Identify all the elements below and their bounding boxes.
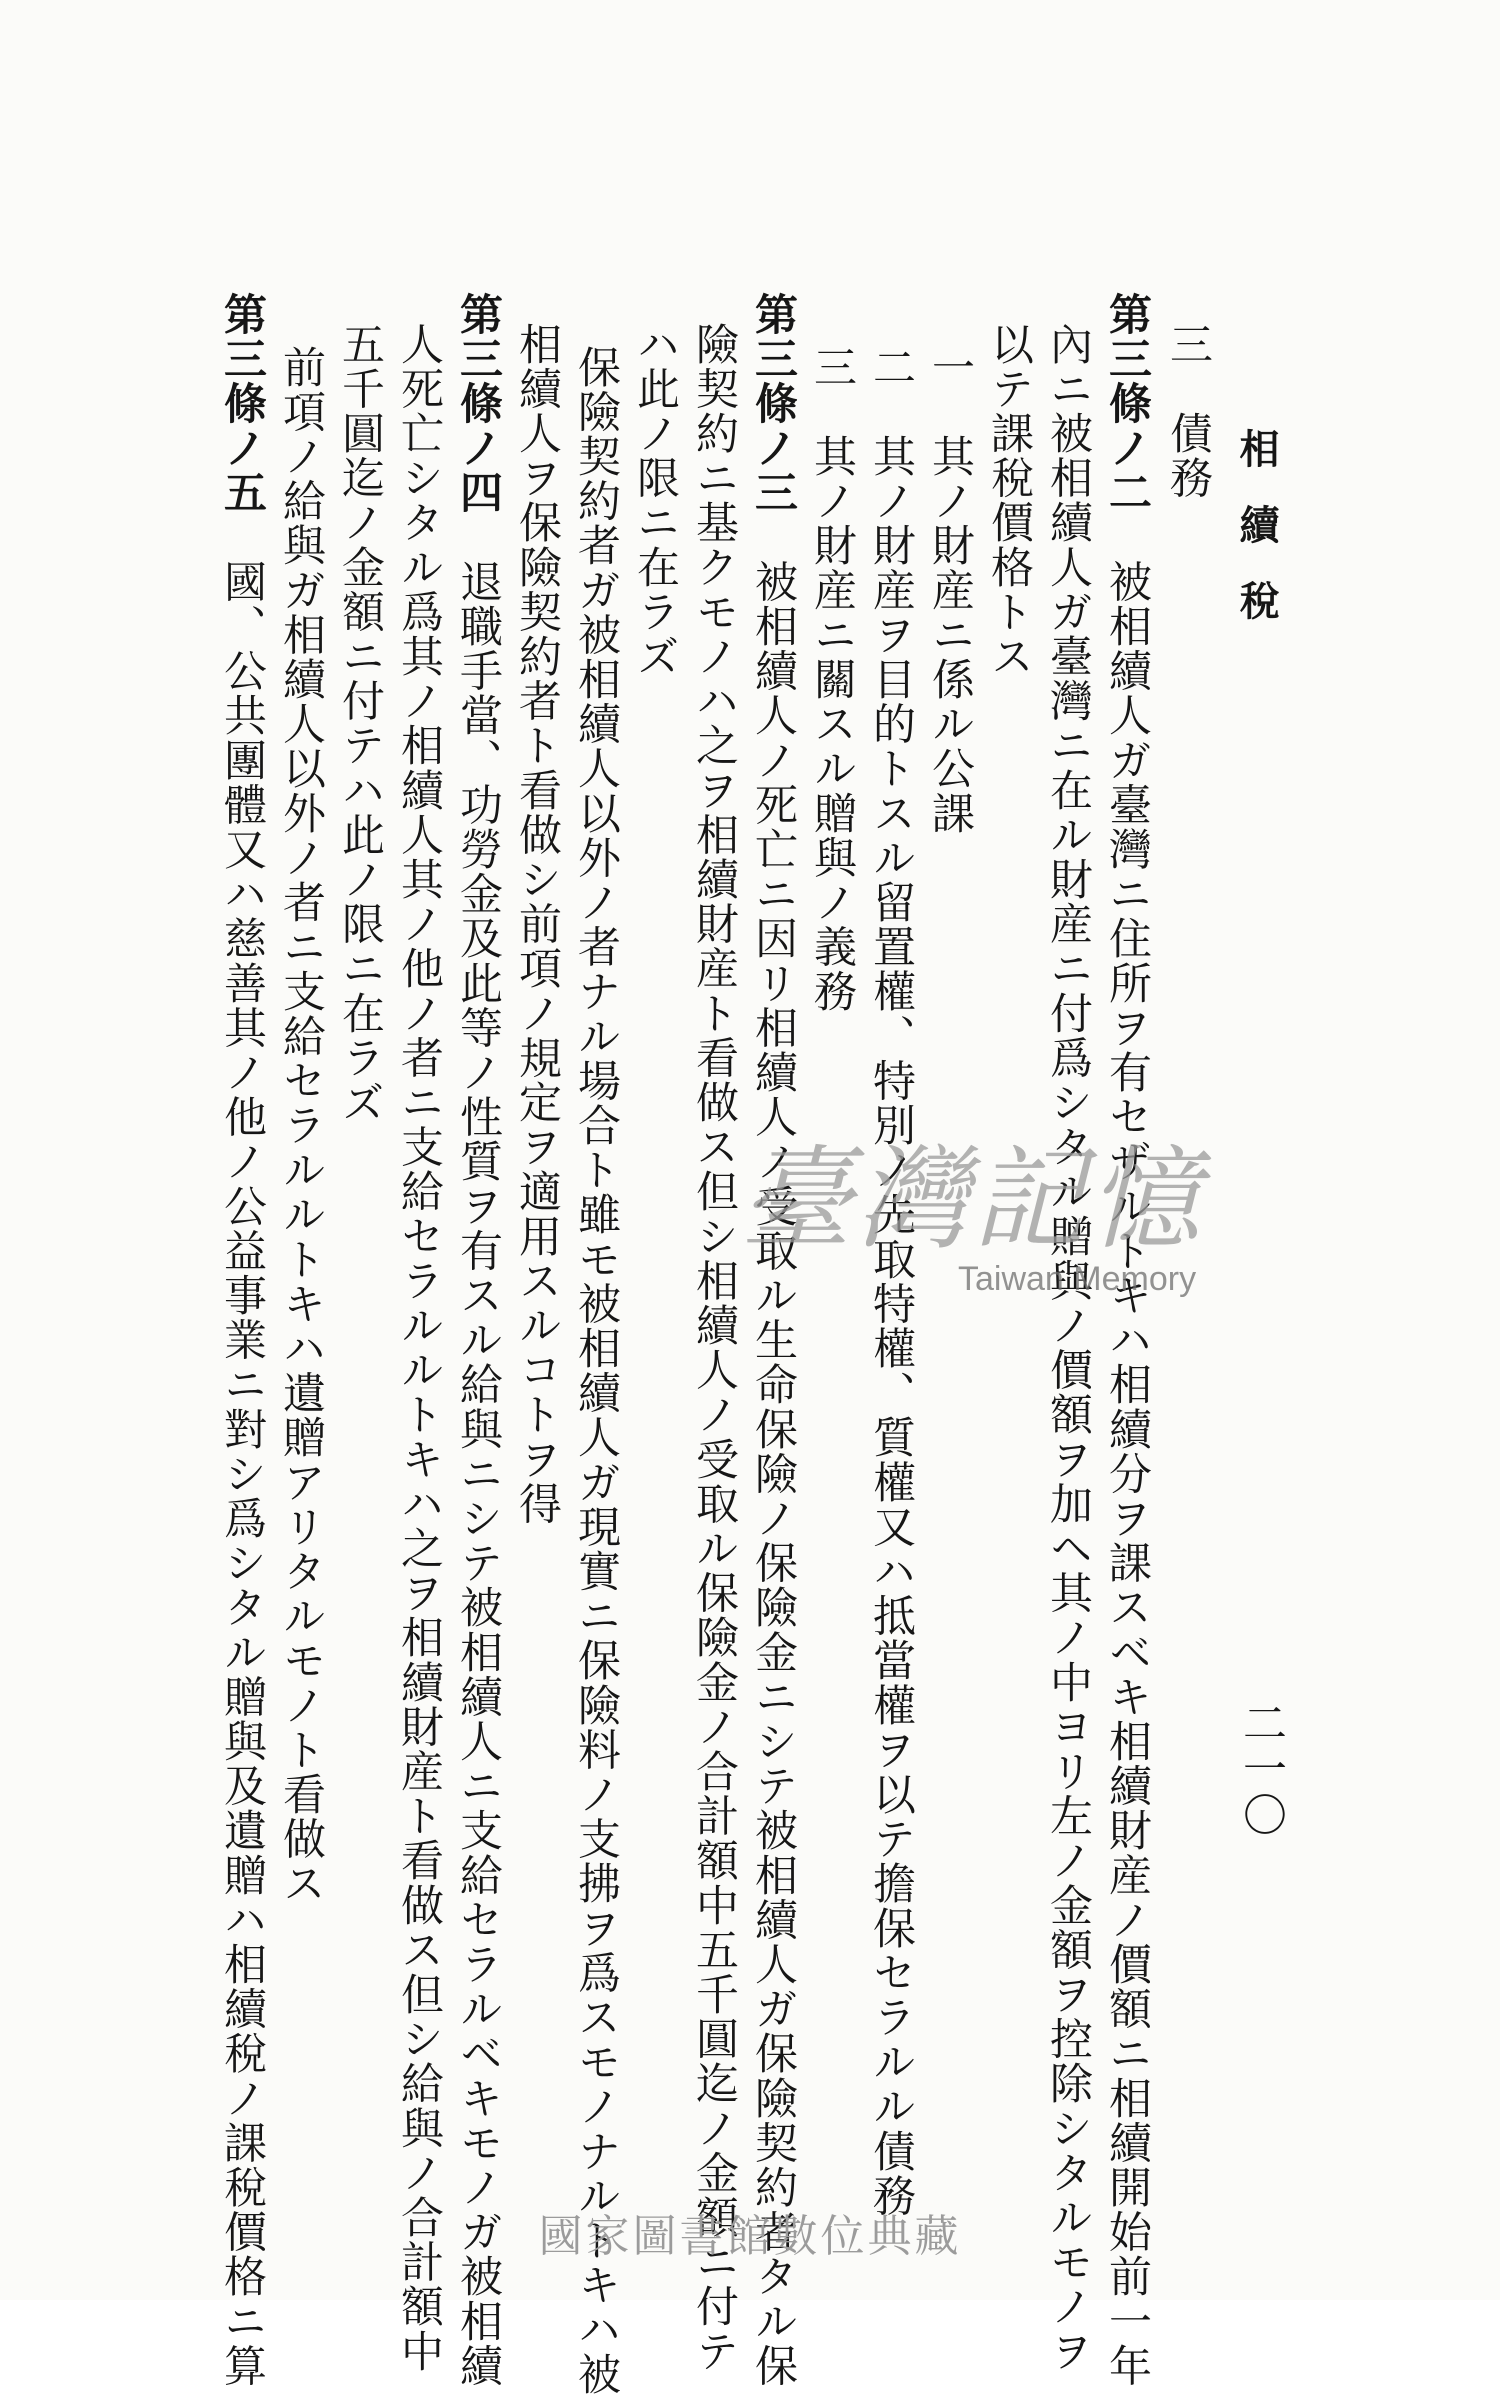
article-text: 被相續人ノ死亡ニ因リ相續人ノ受取ル生命保險ノ保險金ニシテ被相續人ガ保險契約者タル保 (748, 515, 798, 2389)
running-head: 相續稅 (1233, 428, 1280, 656)
text-column: 內ニ被相續人ガ臺灣ニ在ル財産ニ付爲シタル贈與ノ價額ヲ加ヘ其ノ中ヨリ左ノ金額ヲ控除シタルモノヲ (1043, 322, 1093, 2374)
article-heading: 第三條ノ二 (1102, 292, 1152, 515)
text-column: ハ此ノ限ニ在ラズ (630, 322, 680, 679)
text-column: 人死亡シタル爲其ノ相續人其ノ他ノ者ニ支給セラルルトキハ之ヲ相續財産ト看做ス但シ給與ノ合計額中 (394, 322, 444, 2374)
article-3-3 (748, 292, 798, 2389)
text-column: 險契約ニ基クモノハ之ヲ相續財産ト看做ス但シ相續人ノ受取ル保險金ノ合計額中五千圓迄ノ金額ニ付テ (689, 322, 739, 2374)
text-column: 以テ課稅價格トス (984, 322, 1034, 679)
article-3-5 (217, 292, 267, 2389)
page-number: 二一〇 (1235, 1700, 1286, 1838)
article-heading: 第三條ノ三 (748, 292, 798, 515)
article-text: 被相續人ガ臺灣ニ住所ヲ有セザルトキハ相續分ヲ課スベキ相續財産ノ價額ニ相續開始前一年 (1102, 515, 1152, 2389)
text-column: 五千圓迄ノ金額ニ付テハ此ノ限ニ在ラズ (335, 322, 385, 1125)
text-column: 三 債務 (1163, 322, 1213, 501)
list-item: 三 其ノ財産ニ關スル贈與ノ義務 (807, 345, 857, 1014)
text-column: 保險契約者ガ被相續人以外ノ者ナル場合ト雖モ被相續人ガ現實ニ保險料ノ支拂ヲ爲スモノナルトキハ被 (571, 345, 621, 2397)
article-text: 退職手當、功勞金及此等ノ性質ヲ有スル給與ニシテ被相續人ニ支給セラルベキモノガ被相續 (453, 515, 503, 2389)
article-heading: 第三條ノ五 (217, 292, 267, 515)
watermark-title: 臺灣記憶 (740, 1135, 1204, 1265)
article-3-4 (453, 292, 503, 2389)
article-heading: 第三條ノ四 (453, 292, 503, 515)
list-item: 一 其ノ財産ニ係ル公課 (925, 345, 975, 836)
text-column: 前項ノ給與ガ相續人以外ノ者ニ支給セラルルトキハ遺贈アリタルモノト看做ス (276, 345, 326, 1906)
watermark-logo (740, 1110, 1260, 1310)
text-column: 相續人ヲ保險契約者ト看做シ前項ノ規定ヲ適用スルコトヲ得 (512, 322, 562, 1527)
watermark-subtitle: Taiwan Memory (958, 1260, 1197, 1298)
list-item: 二 其ノ財産ヲ目的トスル留置權、特別ノ先取特權、質權又ハ抵當權ヲ以テ擔保セラルル債務 (866, 345, 916, 2219)
article-3-2 (1102, 292, 1152, 2389)
footer-archive-label: 國家圖書館數位典藏 (538, 2211, 962, 2262)
article-text: 國、公共團體又ハ慈善其ノ他ノ公益事業ニ對シ爲シタル贈與及遺贈ハ相續稅ノ課稅價格ニ算 (217, 515, 267, 2389)
